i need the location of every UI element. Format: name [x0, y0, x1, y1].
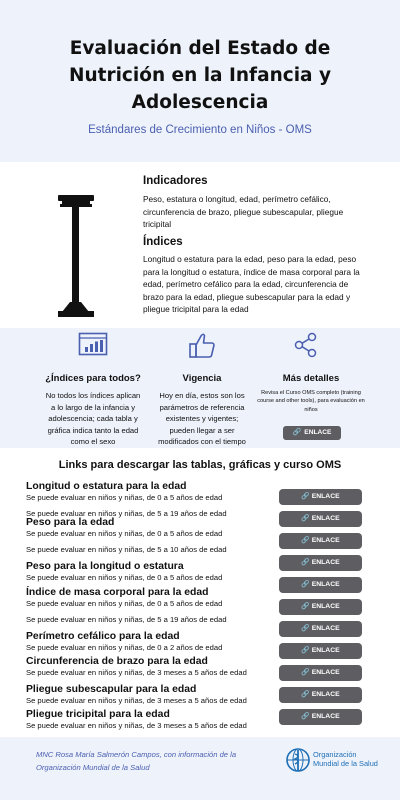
- link-icon: 🔗: [301, 493, 312, 500]
- link-icon: 🔗: [301, 559, 312, 566]
- link-heading: Circunferencia de brazo para la edad: [26, 656, 208, 667]
- link-heading: Peso para la longitud o estatura: [26, 561, 184, 572]
- download-link-label: ENLACE: [311, 625, 340, 632]
- download-link-button[interactable]: [279, 643, 362, 659]
- link-heading: Peso para la edad: [26, 517, 115, 528]
- download-link-button[interactable]: [279, 709, 362, 725]
- link-age-range: Se puede evaluar en niños y niñas, de 3 meses a 5 años de edad: [26, 721, 247, 730]
- link-icon: 🔗: [301, 691, 312, 698]
- download-link-button[interactable]: [279, 599, 362, 615]
- indices-heading: Índices: [143, 236, 183, 248]
- link-age-range: Se puede evaluar en niños y niñas, de 5 a 19 años de edad: [26, 615, 227, 624]
- title-line-1: Evaluación del Estado de: [69, 38, 331, 59]
- download-link-label: ENLACE: [311, 493, 340, 500]
- column-text-indices: No todos los índices aplican a lo largo de la infancia y adolescencia; cada tabla y gráfica indica tanto la edad como el sexo: [45, 391, 141, 447]
- download-link-label: ENLACE: [311, 669, 340, 676]
- download-link-label: ENLACE: [311, 515, 340, 522]
- thumbs-up-icon: [188, 332, 216, 360]
- height-scale-icon: [56, 192, 96, 322]
- page-title: [20, 35, 380, 116]
- link-icon: 🔗: [301, 603, 312, 610]
- download-link-button[interactable]: [279, 555, 362, 571]
- who-line-1: Organización: [313, 750, 357, 759]
- download-link-button[interactable]: [279, 511, 362, 527]
- author-credit: MNC Rosa María Salmerón Campos, con información de la Organización Mundial de la Salud: [36, 750, 237, 772]
- link-heading: Perímetro cefálico para la edad: [26, 631, 180, 642]
- link-icon: 🔗: [301, 669, 312, 676]
- column-heading-indices: ¿Índices para todos?: [45, 373, 141, 384]
- course-link-label: ENLACE: [304, 429, 332, 436]
- who-logo-text: [313, 750, 393, 768]
- download-link-label: ENLACE: [311, 581, 340, 588]
- title-line-3: Adolescencia: [131, 92, 269, 113]
- download-link-label: ENLACE: [311, 603, 340, 610]
- link-age-range: Se puede evaluar en niños y niñas, de 0 a 5 años de edad: [26, 599, 223, 608]
- download-link-button[interactable]: [279, 621, 362, 637]
- link-icon: 🔗: [301, 713, 312, 720]
- link-age-range: Se puede evaluar en niños y niñas, de 3 meses a 5 años de edad: [26, 696, 247, 705]
- link-icon: 🔗: [301, 515, 312, 522]
- link-age-range: Se puede evaluar en niños y niñas, de 0 a 5 años de edad: [26, 493, 223, 502]
- link-icon: 🔗: [301, 647, 312, 654]
- link-heading: Longitud o estatura para la edad: [26, 481, 187, 492]
- link-heading: Índice de masa corporal para la edad: [26, 587, 209, 598]
- bar-chart-icon: [78, 332, 108, 358]
- download-link-label: ENLACE: [311, 647, 340, 654]
- page-subtitle: Estándares de Crecimiento en Niños - OMS: [88, 124, 312, 136]
- download-link-button[interactable]: [279, 533, 362, 549]
- indicators-text: Peso, estatura o longitud, edad, perímetro cefálico, circunferencia de brazo, pliegue subescapular, pliegue tricipital: [143, 194, 344, 229]
- column-heading-details: Más detalles: [282, 373, 340, 384]
- link-age-range: Se puede evaluar en niños y niñas, de 0 a 5 años de edad: [26, 529, 223, 538]
- link-icon: 🔗: [301, 581, 312, 588]
- download-link-button[interactable]: [279, 665, 362, 681]
- column-heading-vigencia: Vigencia: [182, 373, 222, 384]
- title-line-2: Nutrición en la Infancia y: [68, 65, 332, 86]
- link-age-range: Se puede evaluar en niños y niñas, de 5 a 10 años de edad: [26, 545, 227, 554]
- link-icon: 🔗: [292, 429, 302, 436]
- download-link-button[interactable]: [279, 577, 362, 593]
- links-section-title: Links para descargar las tablas, gráficas y curso OMS: [58, 459, 342, 471]
- link-age-range: Se puede evaluar en niños y niñas, de 3 meses a 5 años de edad: [26, 668, 247, 677]
- link-icon: 🔗: [301, 625, 312, 632]
- link-heading: Pliegue tricipital para la edad: [26, 709, 170, 720]
- download-link-label: ENLACE: [311, 537, 340, 544]
- download-link-label: ENLACE: [311, 559, 340, 566]
- course-link-button[interactable]: [283, 426, 341, 440]
- download-link-button[interactable]: [279, 489, 362, 505]
- indices-text: Longitud o estatura para la edad, peso para la edad, peso para la longitud o estatura, índice de masa corporal para la edad, perímetro cefálico para la edad, circunferencia de brazo para la edad, pliegue subescapular para la edad y pliegue tricipital para la edad: [143, 254, 360, 314]
- indicators-heading: Indicadores: [143, 175, 208, 187]
- download-link-label: ENLACE: [311, 691, 340, 698]
- column-text-vigencia: Hoy en día, estos son los parámetros de referencia existentes y vigentes; pueden llegar a ser modificados con el tiempo: [158, 391, 246, 447]
- link-age-range: Se puede evaluar en niños y niñas, de 5 a 19 años de edad: [26, 509, 227, 518]
- who-line-2: Mundial de la Salud: [313, 759, 378, 768]
- download-link-button[interactable]: [279, 687, 362, 703]
- column-text-details: Revisa el Curso OMS completo (training course and other tools), para evaluación en niños: [257, 390, 365, 413]
- link-heading: Pliegue subescapular para la edad: [26, 684, 197, 695]
- link-icon: 🔗: [301, 537, 312, 544]
- share-icon: [293, 332, 319, 358]
- link-age-range: Se puede evaluar en niños y niñas, de 0 a 2 años de edad: [26, 643, 223, 652]
- link-age-range: Se puede evaluar en niños y niñas, de 0 a 5 años de edad: [26, 573, 223, 582]
- download-link-label: ENLACE: [311, 713, 340, 720]
